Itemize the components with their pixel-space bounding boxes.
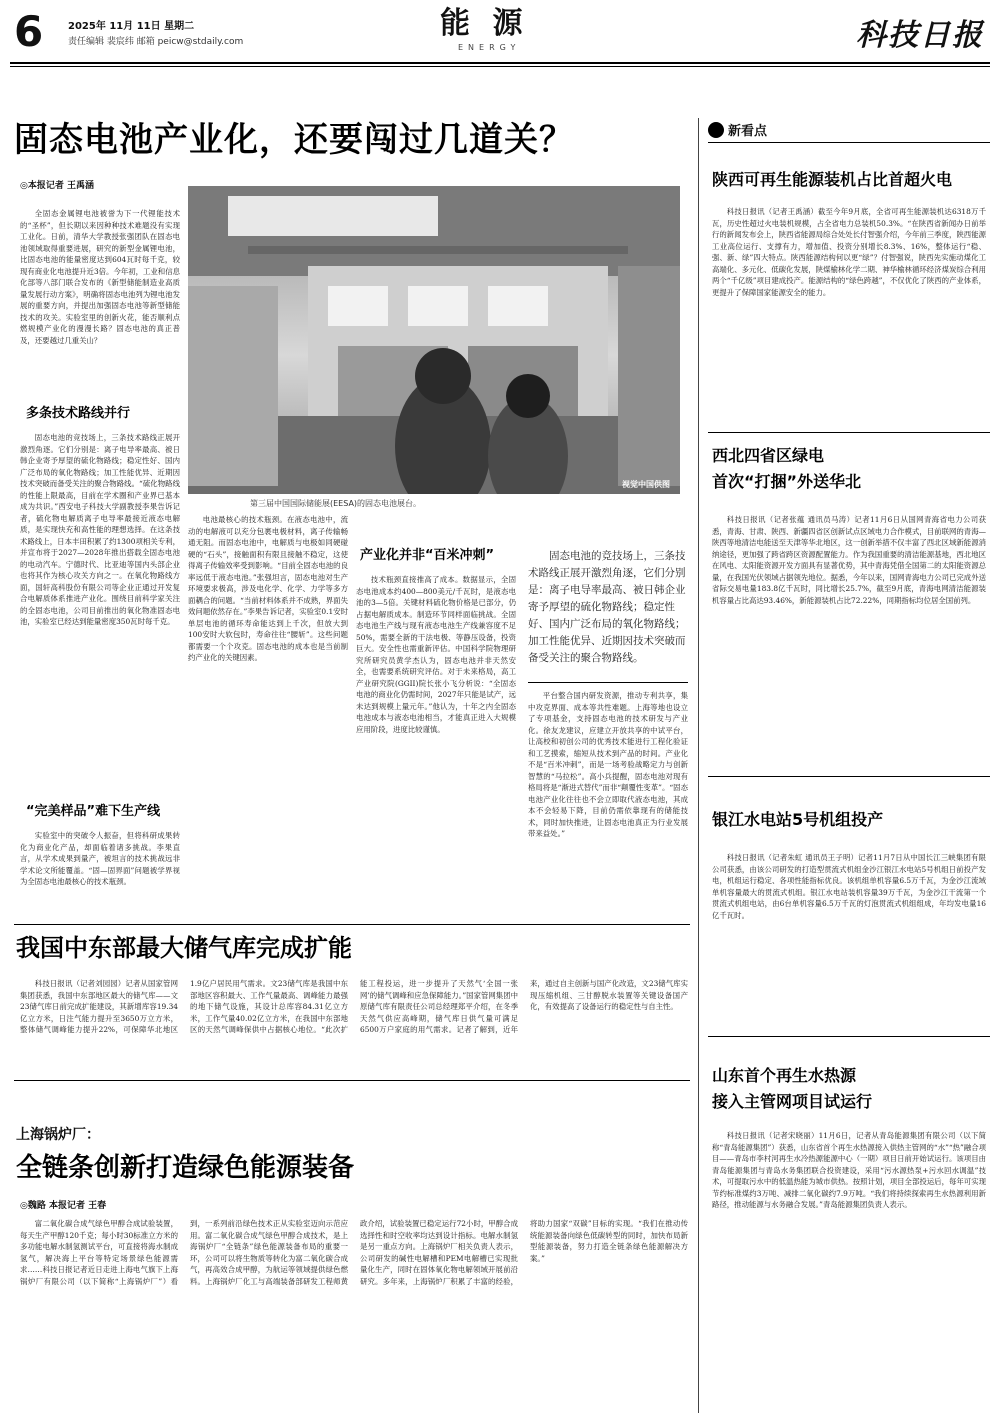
photo-credit: 视觉中国供图 (622, 480, 670, 489)
boiler-top-rule (14, 1080, 690, 1081)
header-rule-thin (10, 66, 990, 67)
issue-date: 2025年 11月 11日 星期二 (68, 21, 195, 32)
lead-col1b: 实验室中的突破令人振奋，但将科研成果转化为商业化产品，却面临着诸多挑战。李果直言，从学术成果到量产，被坦言的技术挑战远非学术论文所能覆盖。“固—固界面”问题被学界视为全固态电池最核心的技术瓶颈。 (20, 831, 180, 886)
boiler-text: 富二氧化碳合成气绿色甲醇合成试验装置，每天生产甲醇120千克；每小时30标准立方米的多功能电解水制氢测试平台，可直接将海水制成氢气，解决海上平台等特定场景绿色能源需求……科技日报记者近日走进上海电气旗下上海锅炉厂有限公司（以下简称“上海锅炉厂”）看到，一系列前沿绿色技术正从实验室迈向示范应用。富二氧化碳合成气绿色甲醇合成技术，是上海锅炉厂“全链条”绿色能源装备布局的重要一环，公司可以将生物质等转化为富二氧化碳合成气，再高效合成甲醇，为航运等领域提供绿色燃料。上海锅炉厂化工与高端装备部研发工程师黄政介绍，试验装置已稳定运行72小时，甲醇合成选择性和时空收率均达到设计指标。电解水制氢是另一重点方向。上海锅炉厂相关负责人表示，公司研发的碱性电解槽和PEM电解槽已实现批量化生产，同时在固体氧化物电解领域开展前沿研究。多年来，上海锅炉厂积累了丰富的经验，将助力国家“双碳”目标的实现。“我们在推动传统能源装备向绿色低碳转型的同时，加快布局新型能源装备，努力打造全链条绿色能源解决方案。” (20, 1219, 688, 1286)
pull-quote: 固态电池的竞技场上，三条技术路线正展开激烈角逐，它们分别是：离子电导率最高、被日韩企业寄予厚望的硫化物路线；稳定性好、国内广泛布局的氧化物路线；加工性能优异、近期因技术突破而备受关注的聚合物路线。 (528, 550, 686, 664)
lead-col2: 电池最核心的技术瓶颈。在液态电池中，流动的电解液可以充分包裹电极材料，离子传输畅通无阻。而固态电池中，电解质与电极如同硬碰硬的“石头”，接触面积有限且接触不稳定，这使得离子传输效率受到影响。“目前全固态电池的良率远低于液态电池。”张强坦言，固态电池对生产环境要求极高，涉及电化学、化学、力学等多方面耦合的问题。“当前材料体系并不成熟，界面失效问题依然存在。”李果告诉记者，实验室0.1安时单层电池的循环寿命能达到上千次，但放大到100安时大软包时，寿命往往“腰斩”。这些问题都需要一个个攻克。固态电池的成本也是当前制约产业化的关键因素。 (188, 515, 348, 662)
photo-caption: 第三届中国国际储能展(EESA)的固态电池展台。 (250, 499, 422, 508)
news2-title-line2: 首次“打捆”外送华北 (712, 472, 862, 491)
boiler-body (20, 1218, 688, 1412)
news1-rule (708, 432, 990, 433)
storage-top-rule (14, 924, 690, 925)
news3-rule (708, 1036, 990, 1037)
lead-col3: 技术瓶颈直接推高了成本。数据显示，全固态电池成本约400—800美元/千瓦时，是液态电池的3—5倍。关键材料硫化物价格是已部分，仍占据电解质成本。制造环节同样面临挑战。全固态电池生产线与现有液态电池生产线兼容度不足50%，需要全新的干法电极、等静压设备，投资巨大。安全性也需重新评估。中国科学院物理研究所研究员黄学杰认为，固态电池并非天然安全，也需要系统研究评估。对于未来格局，高工产业研究院(GGII)院长张小飞分析说：“全固态电池的商业化仍需时间，2027年只能是试产，远未达到规模上量元年。”他认为，十年之内全固态电池成本与液态电池相当，才能真正进入大规模应用阶段，进度比较谨慎。 (356, 575, 516, 734)
side-label-badge (708, 122, 724, 138)
news2-text: 科技日报讯（记者张蕴 通讯员马涛）记者11月6日从国网青海省电力公司获悉，青海、甘肃、陕西、新疆四省区创新试点区域电力合作模式，目前联网的青海—陕西等地清洁电能送至天津等华北地区，这一创新举措不仅丰富了西北区域新能源消纳途径，更加强了跨省跨区资源配置能力。作为我国重要的清洁能源基地，西北地区在风电、太阳能资源开发方面具有显著优势，其中青海凭借全国第二的太阳能资源总量，在我国光伏领域占据领先地位。据悉，今年以来，国网青海电力公司已完成外送省际交易电量183.8亿千瓦时，同比增长25.7%，截至9月底，青海电网清洁能源装机容量占比高达93.46%，新能源装机占比72.22%，同期指标均位居全国前列。 (712, 515, 986, 605)
news3-text: 科技日报讯（记者朱虹 通讯员王子明）记者11月7日从中国长江三峡集团有限公司获悉，由该公司研发的打造型贯流式机组金沙江银江水电站5号机组日前投产发电，机组运行稳定、各项性能指标优良。该机组单机容量6.5万千瓦，为金沙江流域单机容量最大的贯流式机组。银江水电站装机容量39万千瓦，为金沙江干流第一个贯流式机组电站，由6台单机容量6.5万千瓦的灯泡贯流式机组组成，年均发电量16亿千瓦时。 (712, 853, 986, 920)
news4-text: 科技日报讯（记者宋晓丽）11月6日，记者从青岛能源集团有限公司（以下简称“青岛能源集团”）获悉，山东省首个再生水热源接入供热主管网的“水”“热”融合项目——青岛市李村河再生水冷热源能源中心（一期）项目日前开始试运行。该项目由青岛能源集团与青岛水务集团联合投资建设，采用“污水源热泵+污水回水调温”技术，可提取污水中的低温热能为城市供热。按照计划，项目全部投运后，每年可实现节约标准煤约3万吨、减排二氧化碳约7.9万吨。“我们将持续探索再生水热源利用新路径，推动能源与水务融合发展。”青岛能源集团负责人表示。 (712, 1131, 986, 1209)
boiler-kicker: 上海锅炉厂： (16, 1127, 100, 1143)
lead-intro: 全固态金属锂电池被誉为下一代锂能技术的“圣杯”，但长期以来因种种技术难题没有实现工业化。日前，清华大学教授张强团队在固态电池领域取得重要进展，研究的新型金属锂电池，比固态电池的能量密度达到604瓦时每千克，较现有商业化电池提升近3倍。今年初，工业和信息化部等八部门联合发布的《新型储能制造业高质量发展行动方案》，明确将固态电池列为锂电池发展的重要方向，并提出加强固态电池等新型储能技术的攻关。实验室里的创新火花，能否顺利点燃规模产业化的漫漫长路？固态电池的真正普及，还要越过几重关山？ (20, 209, 180, 345)
column-divider (698, 118, 699, 1413)
news3-title: 银江水电站5号机组投产 (712, 810, 884, 829)
news1-text: 科技日报讯（记者王禹涵）截至今年9月底，全省可再生能源装机达6318万千瓦，历史性超过火电装机规模，占全省电力总装机50.3%。“在陕西省新闻办日前举行的新闻发布会上，陕西省能源局综合处处长付智强介绍，今年前三季度，陕西能源工业高位运行、支撑有力，增加值、投资分别增长8.3%、16%，整体运行“稳、强、新、绿”四大特点。陕西能源结构何以更“绿”？付智强说，陕西先实施动煤化工高端化、多元化、低碳化发展，陕煤榆林化学二期、神华榆林循环经济煤炭综合利用两个“千亿级”项目建成投产。能源结构的“绿色跨越”，不仅优化了陕西的产业体系，更提升了保障国家能源安全的能力。 (712, 207, 986, 297)
storage-headline: 我国中东部最大储气库完成扩能 (16, 934, 352, 962)
lead-photo (188, 186, 680, 494)
news4-title-line1: 山东首个再生水热源 (712, 1066, 857, 1085)
editor-info: 责任编辑 裴宸纬 邮箱 peicw@stdaily.com (68, 37, 244, 47)
lead-byline: ◎本报记者 王禹涵 (20, 181, 94, 191)
subhead-not-sprint: 产业化并非“百米冲刺” (360, 548, 495, 563)
page-number: 6 (14, 7, 44, 56)
lead-col1: 固态电池的竞技场上，三条技术路线正展开激烈角逐。它们分别是：离子电导率最高、被日韩企业寄予厚望的硫化物路线；稳定性好、国内广泛布局的氧化物路线；加工性能优异、近期因技术突破而备受关注的聚合物路线。“硫化物路线的性能上限最高，目前在学术圈和产业界已基本成为共识。”西安电子科技大学副教授李果告诉记者，硫化物电解质离子电导率最接近液态电解质，是实现快充和高性能的理想选择。在这条技术路线上，日本丰田积累了约1300项相关专利，并宣布将于2027—2028年推出搭载全固态电池的电动汽车。宁德时代、比亚迪等国内头部企业也将其作为核心攻关方向之一。在氧化物路线方面，国轩高科股份有限公司等企业正通过开发复合电解质体系推进产业化。围绕目前科学家关注的全固态电池，公司目前推出的氧化物准固态电池，实验室已经达到能量密度350瓦时每千克。 (20, 433, 180, 626)
header-rule (10, 62, 990, 64)
side-label: 新看点 (728, 124, 768, 139)
subhead-tech-routes: 多条技术路线并行 (26, 406, 131, 421)
news1-title: 陕西可再生能源装机占比首超火电 (712, 170, 953, 189)
news2-rule (708, 776, 990, 777)
boiler-headline: 全链条创新打造绿色能源装备 (16, 1153, 355, 1183)
boiler-byline: ◎魏路 本报记者 王春 (20, 1201, 107, 1211)
section-title: 能 源 (440, 6, 529, 41)
storage-body (20, 978, 688, 1070)
photo-illustration (188, 186, 680, 494)
storage-text: 科技日报讯（记者刘园园）记者从国家管网集团获悉，我国中东部地区最大的储气库——文23储气库日前完成扩能建设，其新增库容19.34亿立方米，日注气能力提升至3650万立方米，整体储气调峰能力提升22%，可保障华北地区1.9亿户居民用气需求。文23储气库是我国中东部地区容积最大、工作气量最高、调峰能力最强的地下储气设施，其设计总库容84.31亿立方米，工作气量40.02亿立方米，在我国中东部地区的天然气调峰保供中占据核心地位。“此次扩能工程投运，进一步提升了天然气‘全国一张网’的储气调峰和应急保障能力。”国家管网集团中原储气库有限责任公司总经理郑平介绍，在冬季天然气供应高峰期，储气库日供气量可满足6500万户家庭的用气需求。记者了解到，近年来，通过自主创新与国产化改造，文23储气库实现压缩机组、三甘醇脱水装置等关键设备国产化，有效提高了设备运行的稳定性与自主性。 (20, 979, 688, 1034)
masthead-logo: 科技日报 (856, 18, 984, 53)
pull-quote-rule (528, 682, 688, 683)
subhead-perfect-sample: “完美样品”难下生产线 (26, 804, 161, 819)
section-title-en: ENERGY (458, 43, 521, 52)
lead-headline: 固态电池产业化，还要闯过几道关？ (14, 120, 574, 160)
news2-title-line1: 西北四省区绿电 (712, 446, 825, 465)
lead-col5: 平台整合国内研发资源，推动专利共享，集中攻克界面、成本等共性难题。上海等地也设立了专项基金，支持固态电池的技术研发与产业化。徐友龙建议，应建立开放共享的中试平台，让高校和初创公司的优秀技术能进行工程化验证和工艺摸索，缩短从技术到产品的时间。产业化不是“百米冲刺”，而是一场考验战略定力与创新智慧的“马拉松”。高小兵提醒，固态电池对现有格局将是“渐进式替代”而非“颠覆性变革”。“固态电池产业化往往也不会立即取代液态电池，其成本不会轻易下降，目前仍需依靠现有的储能技术，同时加快推进，让固态电池真正为行业发展带来益处。” (528, 691, 688, 838)
news4-title-line2: 接入主管网项目试运行 (712, 1092, 873, 1111)
side-label-rule (708, 142, 990, 143)
